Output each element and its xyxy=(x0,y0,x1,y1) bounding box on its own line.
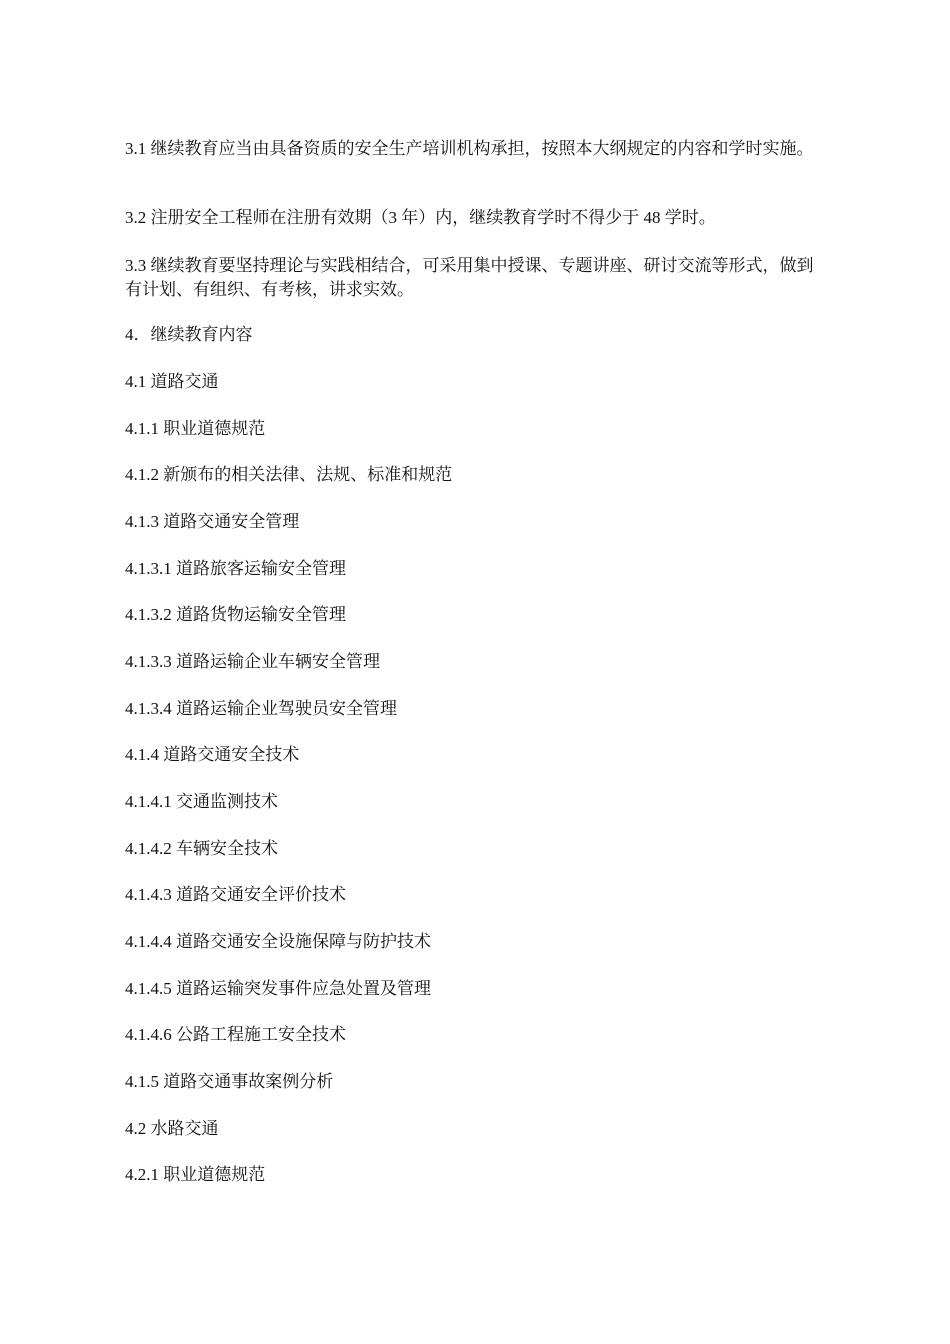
item-4-1-3-4: 4.1.3.4 道路运输企业驾驶员安全管理 xyxy=(125,699,397,718)
item-4-1-4-6: 4.1.4.6 公路工程施工安全技术 xyxy=(125,1025,346,1044)
paragraph-3-2: 3.2 注册安全工程师在注册有效期（3 年）内，继续教育学时不得少于 48 学时。 xyxy=(125,208,716,227)
paragraph-3-3: 3.3 继续教育要坚持理论与实践相结合，可采用集中授课、专题讲座、研讨交流等形式，做到有计划、有组织、有考核，讲求实效。 xyxy=(125,256,814,299)
section-heading-4: 4．继续教育内容 xyxy=(125,325,253,344)
item-4-2-1: 4.2.1 职业道德规范 xyxy=(125,1165,266,1184)
item-4-1-2: 4.1.2 新颁布的相关法律、法规、标准和规范 xyxy=(125,465,453,484)
item-4-1-1: 4.1.1 职业道德规范 xyxy=(125,419,266,438)
item-4-1-4-1: 4.1.4.1 交通监测技术 xyxy=(125,792,278,811)
section-heading-4-2: 4.2 水路交通 xyxy=(125,1119,219,1138)
item-4-1-4: 4.1.4 道路交通安全技术 xyxy=(125,745,300,764)
item-4-1-3-3: 4.1.3.3 道路运输企业车辆安全管理 xyxy=(125,652,380,671)
item-4-1-4-2: 4.1.4.2 车辆安全技术 xyxy=(125,839,278,858)
item-4-1-4-3: 4.1.4.3 道路交通安全评价技术 xyxy=(125,885,346,904)
section-heading-4-1: 4.1 道路交通 xyxy=(125,372,219,391)
item-4-1-5: 4.1.5 道路交通事故案例分析 xyxy=(125,1072,334,1091)
item-4-1-4-4: 4.1.4.4 道路交通安全设施保障与防护技术 xyxy=(125,932,431,951)
item-4-1-3: 4.1.3 道路交通安全管理 xyxy=(125,512,300,531)
item-4-1-3-1: 4.1.3.1 道路旅客运输安全管理 xyxy=(125,559,346,578)
item-4-1-3-2: 4.1.3.2 道路货物运输安全管理 xyxy=(125,605,346,624)
item-4-1-4-5: 4.1.4.5 道路运输突发事件应急处置及管理 xyxy=(125,979,431,998)
paragraph-3-1: 3.1 继续教育应当由具备资质的安全生产培训机构承担，按照本大纲规定的内容和学时实施。 xyxy=(125,139,814,158)
